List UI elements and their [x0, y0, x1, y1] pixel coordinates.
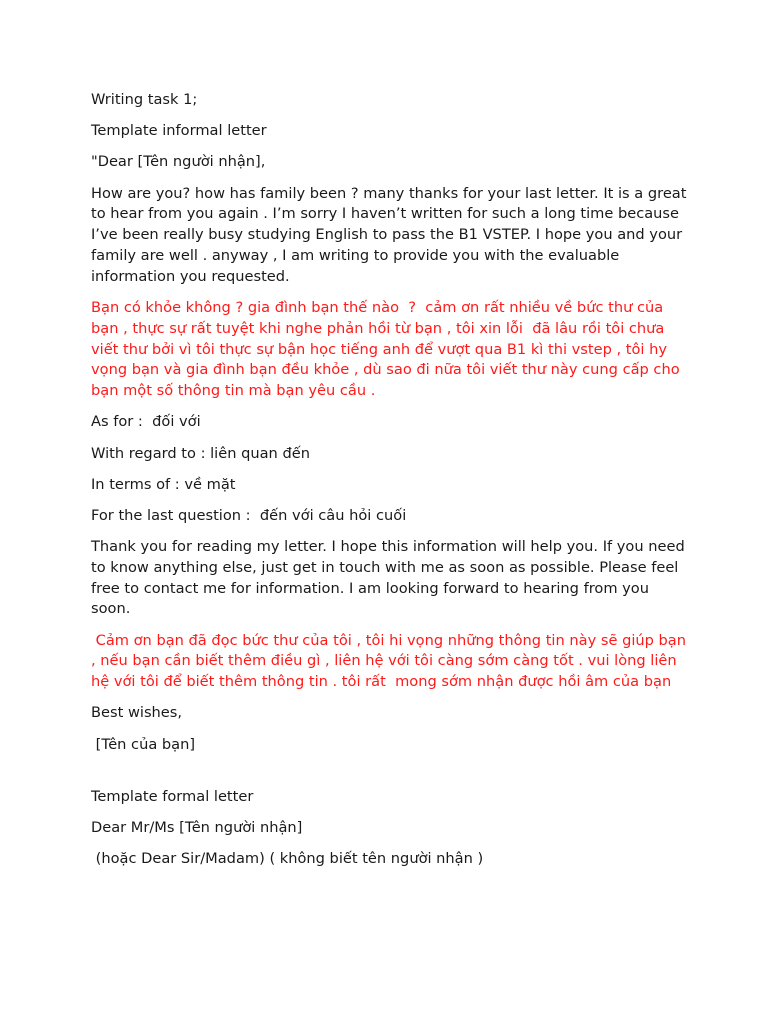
phrase-as-for: As for : đối với	[91, 413, 201, 431]
informal-opening-english: How are you? how has family been ? many thanks for your last letter. It is a great to hear from you again . I’m sorry I haven’t written for such a long time because I’ve been really busy studying English to pass the B1 VSTEP. I hope you and your family are well . anyway , I am writing to provide you with the evaluable information you requested.	[91, 184, 692, 285]
formal-greeting: Dear Mr/Ms [Tên người nhận]	[91, 818, 303, 836]
section-spacer	[91, 766, 691, 787]
informal-letter-heading: Template informal letter	[91, 122, 267, 140]
signoff: Best wishes,	[91, 704, 183, 722]
formal-alt-greeting: (hoặc Dear Sir/Madam) ( không biết tên người nhận )	[91, 849, 484, 867]
phrase-in-terms-of: In terms of : về mặt	[91, 475, 236, 493]
informal-opening-vietnamese: Bạn có khỏe không ? gia đình bạn thế nào ? cảm ơn rất nhiều về bức thư của bạn , thực sự rất tuyệt khi nghe phản hồi từ bạn , tôi xin lỗi đã lâu rồi tôi chưa viết thư bởi vì tôi thực sự bận học tiếng anh để vượt qua B1 kì thi vstep , tôi hy vọng bạn và gia đình bạn đều khỏe , dù sao đi nữa tôi viết thư này cung cấp cho bạn một số thông tin mà bạn yêu cầu .	[91, 298, 685, 400]
phrase-with-regard-to: With regard to : liên quan đến	[91, 444, 310, 462]
informal-closing-vietnamese: Cảm ơn bạn đã đọc bức thư của tôi , tôi hi vọng những thông tin này sẽ giúp bạn , nếu bạn cần biết thêm điều gì , liên hệ với tôi càng sớm càng tốt . vui lòng liên hệ với tôi để biết thêm thông tin . tôi rất mong sớm nhận được hồi âm của bạn	[91, 631, 691, 691]
signature-placeholder: [Tên của bạn]	[91, 735, 196, 753]
writing-task-label: Writing task 1;	[91, 91, 198, 108]
formal-letter-heading: Template formal letter	[91, 787, 254, 805]
phrase-last-question: For the last question : đến với câu hỏi cuối	[91, 506, 407, 524]
document-page	[91, 90, 691, 880]
informal-greeting: "Dear [Tên người nhận],	[91, 153, 266, 171]
informal-closing-english: Thank you for reading my letter. I hope this information will help you. If you need to know anything else, just get in touch with me as soon as possible. Please feel free to contact me for information. I am looking forward to hearing from you soon.	[91, 538, 690, 618]
